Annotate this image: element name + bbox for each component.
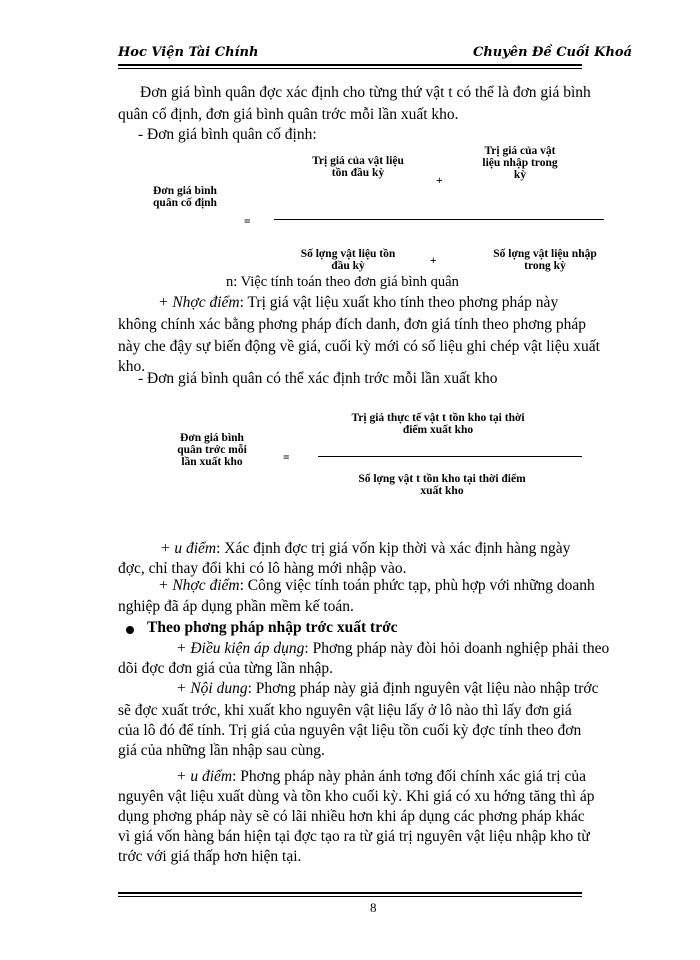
label: + Nhợc điểm [158, 294, 240, 311]
fraction-bar [318, 456, 582, 457]
text-line: trớc với giá thấp hơn hiện tại. [118, 848, 302, 865]
formula-num: Trị giá thực tế vật t tồn kho tại thời điểm xuất kho [351, 412, 525, 436]
text-line: này che đậy sự biến động về giá, cuối kỳ mới có số liệu ghi chép vật liệu xuất [118, 338, 600, 355]
text-line: sẽ đợc xuất trớc, khi xuất kho nguyên vật liệu lấy ở lô nào thì lấy đơn giá [118, 702, 572, 719]
formula-equals: = [244, 216, 251, 228]
formula-plus: + [436, 175, 443, 187]
text-line: - Đơn giá bình quân cố định: [138, 126, 317, 143]
text-line: quân cố định, đơn giá bình quân trớc mỗi lần xuất kho. [118, 106, 459, 123]
label: + u điểm [160, 540, 217, 557]
text-line: vì giá vốn hàng bán hiện tại đợc tạo ra từ giá trị nguyên vật liệu nhập kho từ [118, 828, 590, 845]
text: : Xác định đợc trị giá vốn kịp thời và xác định hàng ngày [216, 540, 571, 557]
text-line: nghiệp đã áp dụng phần mềm kế toán. [118, 598, 354, 615]
text: : Phơng pháp này giả định nguyên vật liệu nào nhập trớc [247, 680, 599, 697]
text: : Phơng pháp này phản ánh tơng đối chính xác giá trị của [232, 768, 586, 785]
text: : Trị giá vật liệu xuất kho tính theo phơng pháp này [239, 294, 559, 311]
section-heading: Theo phơng pháp nhập trớc xuất trớc [147, 619, 398, 636]
text-line: dụng phơng pháp này sẽ có lãi nhiều hơn khi áp dụng các phơng pháp khác [118, 808, 585, 825]
formula-den: Số lợng vật t tồn kho tại thời điểm xuất kho [358, 473, 526, 497]
label: + Nhợc điểm [158, 577, 240, 594]
formula-lhs: Đơn giá bình quân cố định [153, 185, 217, 209]
header-rule-thin [118, 68, 582, 69]
text-line: Đơn giá bình quân đợc xác định cho từng thứ vật t có thể là đơn giá bình [140, 84, 591, 101]
header-rule [118, 64, 582, 66]
label: + Nội dung [176, 680, 248, 697]
formula-plus: + [430, 255, 437, 267]
header-left: Hoc Viện Tài Chính [118, 45, 259, 60]
text-line [176, 766, 586, 788]
text-line: nguyên vật liệu xuất dùng và tồn kho cuối kỳ. Khi giá có xu hớng tăng thì áp [118, 788, 595, 805]
footer-rule [118, 892, 582, 894]
text: : Công việc tính toán phức tạp, phù hợp với những doanh [239, 577, 595, 594]
label: + u điểm [176, 768, 233, 785]
text-line: dõi đợc đơn giá của từng lần nhập. [118, 660, 334, 677]
text-line [158, 292, 558, 314]
formula-den-1: Số lợng vật liệu tồn đầu kỳ [300, 248, 396, 272]
formula-den-2: Số lợng vật liệu nhập trong kỳ [493, 248, 597, 272]
header-right: Chuyên Đề Cuối Khoá [473, 45, 632, 60]
text-line [176, 678, 598, 700]
footer-rule-thin [118, 896, 582, 897]
page-number: 8 [370, 900, 377, 915]
formula-lhs: Đơn giá bình quân trớc mỗi lần xuất kho [177, 432, 247, 468]
text-line [160, 538, 570, 560]
text-line: kho. [118, 358, 146, 375]
formula-num-2: Trị giá của vật liệu nhập trong kỳ [482, 145, 558, 181]
bullet-icon [125, 622, 135, 640]
text-line [176, 638, 609, 660]
text-line [158, 575, 595, 597]
text-line: đợc, chỉ thay đổi khi có lô hàng mới nhập vào. [118, 560, 407, 577]
text-line: - Đơn giá bình quân có thể xác định trớc mỗi lần xuất kho [138, 370, 498, 387]
text-line: không chính xác bằng phơng pháp đích danh, đơn giá tính theo phơng pháp [118, 316, 586, 333]
fraction-bar [274, 219, 604, 220]
label: + Điều kiện áp dụng [176, 640, 305, 657]
text-line: của lô đó để tính. Trị giá của nguyên vật liệu tồn cuối kỳ đợc tính theo đơn [118, 722, 582, 739]
text-line: n: Việc tính toán theo đơn giá bình quân [226, 274, 459, 290]
text-line: giá của những lần nhập sau cùng. [118, 742, 325, 759]
formula-num-1: Trị giá của vật liệu tồn đầu kỳ [312, 155, 404, 179]
text: : Phơng pháp này đòi hỏi doanh nghiệp phải theo [304, 640, 610, 657]
formula-equals: = [283, 452, 290, 464]
